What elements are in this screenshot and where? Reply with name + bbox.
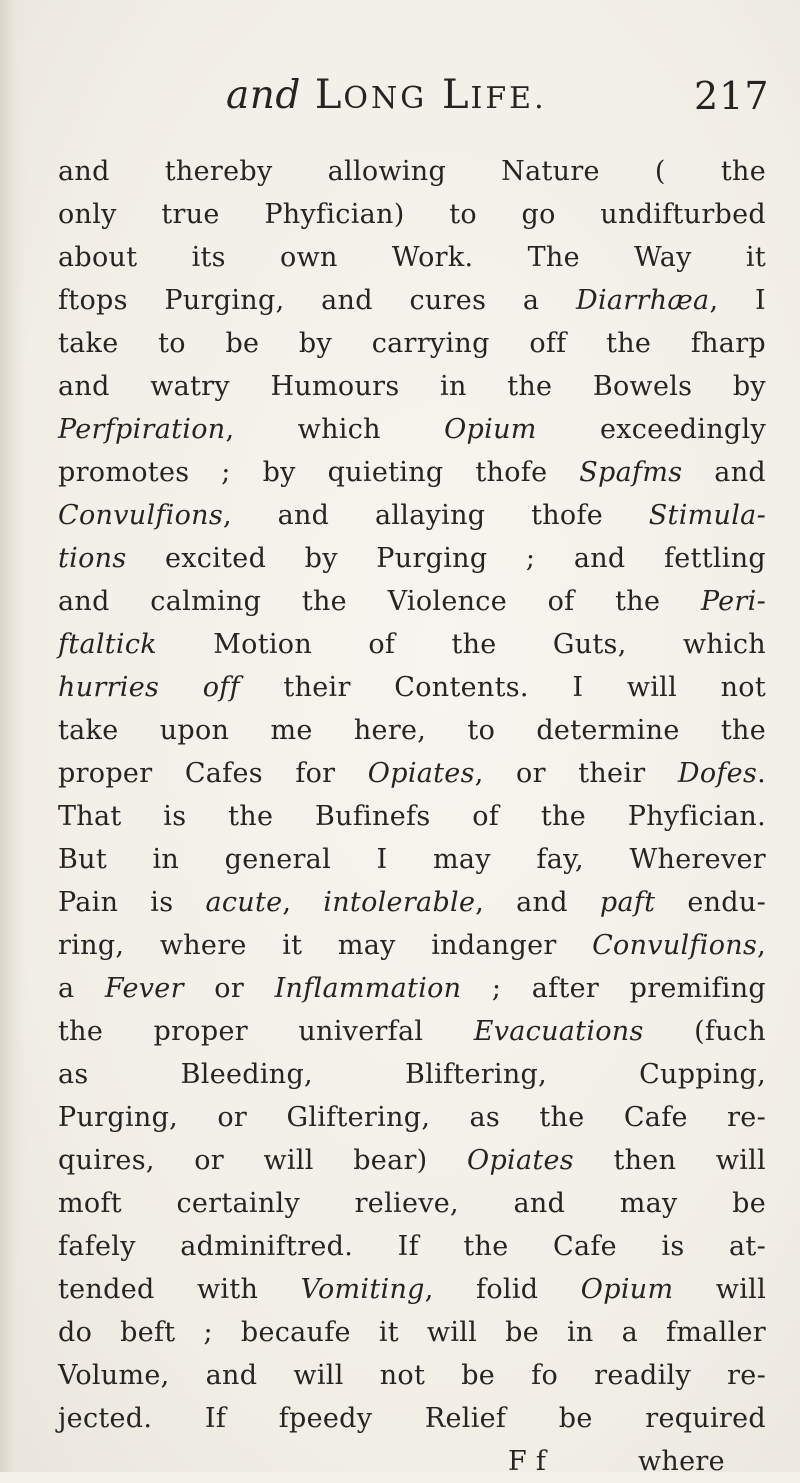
text-line [58, 408, 766, 451]
text-segment: jected. If fpeedy Relief be required [58, 1403, 766, 1434]
text-segment: take upon me here, to determine the [58, 715, 766, 746]
italic-text: Opiates [467, 1145, 574, 1176]
italic-text: Perfpiration [58, 414, 226, 445]
signature-line [58, 1440, 766, 1483]
text-segment: quires, or will bear) [58, 1145, 468, 1176]
text-segment: only true Phyfician) to go undifturbed [58, 199, 766, 230]
text-line [58, 580, 766, 623]
text-line [58, 795, 766, 838]
text-segment: their Contents. I will not [239, 672, 767, 703]
text-line [58, 1225, 766, 1268]
italic-text: Inflammation [274, 973, 462, 1004]
text-line [58, 1397, 766, 1440]
text-segment: , and allaying thofe [223, 500, 649, 531]
page-gutter-shadow [0, 0, 26, 1472]
italic-text: Convulfions [58, 500, 224, 531]
italic-text: Diarrhæa [576, 285, 710, 316]
text-segment: or [183, 973, 275, 1004]
text-segment: fafely adminiftred. If the Cafe is at- [58, 1231, 766, 1262]
text-segment: a [58, 973, 105, 1004]
text-segment: and calming the Violence of the [58, 586, 701, 617]
text-segment: ftops Purging, and cures a [58, 285, 576, 316]
text-segment: Purging, or Gliftering, as the Cafe re- [58, 1102, 766, 1133]
text-segment: , which [225, 414, 445, 445]
text-line [58, 881, 766, 924]
text-segment: That is the Bufinefs of the Phyfician. [58, 801, 766, 832]
text-segment: promotes ; by quieting thofe [58, 457, 580, 488]
italic-text: acute [205, 887, 283, 918]
text-line [58, 1182, 766, 1225]
text-line [58, 1053, 766, 1096]
running-head-italic: and [226, 73, 301, 118]
text-line [58, 666, 766, 709]
text-segment: as Bleeding, Bliftering, Cupping, [58, 1059, 766, 1090]
italic-text: Opiates [367, 758, 475, 789]
text-line [58, 1268, 766, 1311]
running-head [226, 72, 770, 132]
text-segment: ring, where it may indanger [58, 930, 593, 961]
catchword: where [638, 1446, 725, 1477]
text-segment: , or their [474, 758, 678, 789]
text-segment: take to be by carrying off the fharp [58, 328, 766, 359]
text-segment: . [757, 758, 766, 789]
text-segment: (fuch [643, 1016, 766, 1047]
text-segment: Motion of the Guts, which [156, 629, 766, 660]
signature-mark: F f [508, 1446, 547, 1477]
italic-text: Vomiting [300, 1274, 425, 1305]
text-segment: , I [709, 285, 766, 316]
text-segment: , [757, 930, 766, 961]
text-line [58, 494, 766, 537]
text-segment: proper Cafes for [58, 758, 368, 789]
text-line [58, 236, 766, 279]
text-segment: , [282, 887, 324, 918]
text-line [58, 279, 766, 322]
italic-text: Stimula- [648, 500, 766, 531]
text-segment: and thereby allowing Nature ( the [58, 156, 766, 187]
text-segment: and watry Humours in the Bowels by [58, 371, 766, 402]
page-number: 217 [694, 74, 770, 118]
text-segment: and [682, 457, 766, 488]
text-segment: excited by Purging ; and fettling [126, 543, 766, 574]
text-line [58, 924, 766, 967]
text-segment: Volume, and will not be fo readily re- [58, 1360, 766, 1391]
text-segment: moft certainly relieve, and may be [58, 1188, 766, 1219]
italic-text: intolerable [323, 887, 476, 918]
text-line [58, 537, 766, 580]
text-line [58, 150, 766, 193]
italic-text: Opium [444, 414, 537, 445]
italic-text: ftaltick [58, 629, 157, 660]
text-line [58, 1139, 766, 1182]
text-segment: will [673, 1274, 767, 1305]
text-line [58, 1354, 766, 1397]
italic-text: Evacuations [473, 1016, 644, 1047]
body-text [58, 150, 766, 1483]
running-head-title: LONG LIFE. [314, 72, 547, 118]
text-segment: endu- [655, 887, 767, 918]
text-line [58, 451, 766, 494]
italic-text: tions [58, 543, 127, 574]
text-segment: , folid [424, 1274, 581, 1305]
text-segment: do beft ; becaufe it will be in a fmaller [58, 1317, 766, 1348]
text-line [58, 1311, 766, 1354]
text-segment: the proper univerfal [58, 1016, 474, 1047]
text-line [58, 365, 766, 408]
italic-text: paft [599, 887, 656, 918]
text-segment: about its own Work. The Way it [58, 242, 766, 273]
italic-text: Opium [580, 1274, 674, 1305]
italic-text: Peri- [700, 586, 766, 617]
italic-text: Spafms [579, 457, 683, 488]
text-line [58, 1096, 766, 1139]
text-segment: , and [475, 887, 600, 918]
text-line [58, 193, 766, 236]
text-line [58, 1010, 766, 1053]
text-segment: tended with [58, 1274, 301, 1305]
text-segment: Pain is [58, 887, 206, 918]
text-segment: then will [573, 1145, 766, 1176]
italic-text: hurries off [58, 672, 240, 703]
text-line [58, 709, 766, 752]
text-line [58, 623, 766, 666]
italic-text: Convulfions [592, 930, 758, 961]
text-line [58, 322, 766, 365]
text-segment: But in general I may fay, Wherever [58, 844, 766, 875]
italic-text: Dofes [677, 758, 758, 789]
text-segment: exceedingly [536, 414, 767, 445]
text-line [58, 838, 766, 881]
text-line [58, 967, 766, 1010]
italic-text: Fever [104, 973, 184, 1004]
text-line [58, 752, 766, 795]
text-segment: ; after premifing [461, 973, 767, 1004]
